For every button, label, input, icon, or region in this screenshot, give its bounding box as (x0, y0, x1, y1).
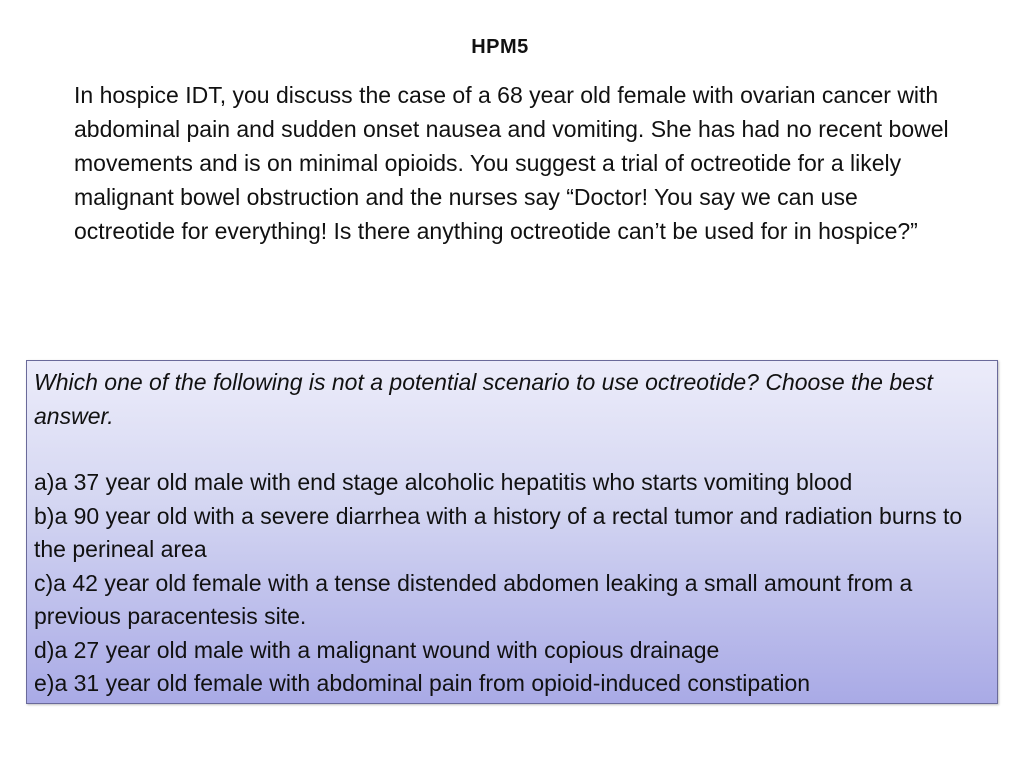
answer-options (34, 466, 991, 701)
question-prompt: Which one of the following is not a potential scenario to use octreotide? Choose the best answer. (34, 369, 933, 429)
answer-option-e: e)a 31 year old female with abdominal pain from opioid-induced constipation (34, 670, 811, 696)
answer-option-a: a)a 37 year old male with end stage alcoholic hepatitis who starts vomiting blood (34, 469, 853, 495)
question-box (26, 360, 998, 704)
case-description: In hospice IDT, you discuss the case of a 68 year old female with ovarian cancer with abdominal pain and sudden onset nausea and vomiting. She has had no recent bowel movements and is on minimal opioids. You suggest a trial of octreotide for a likely malignant bowel obstruction and the nurses say “Doctor! You say we can use octreotide for everything! Is there anything octreotide can’t be used for in hospice?” (74, 82, 949, 244)
slide-title: HPM5 (471, 36, 529, 58)
answer-option-c: c)a 42 year old female with a tense distended abdomen leaking a small amount from a previous paracentesis site. (34, 569, 913, 629)
answer-option-d: d)a 27 year old male with a malignant wound with copious drainage (34, 636, 720, 663)
answer-option-b: b)a 90 year old with a severe diarrhea with a history of a rectal tumor and radiation burns to the perineal area (34, 502, 963, 562)
